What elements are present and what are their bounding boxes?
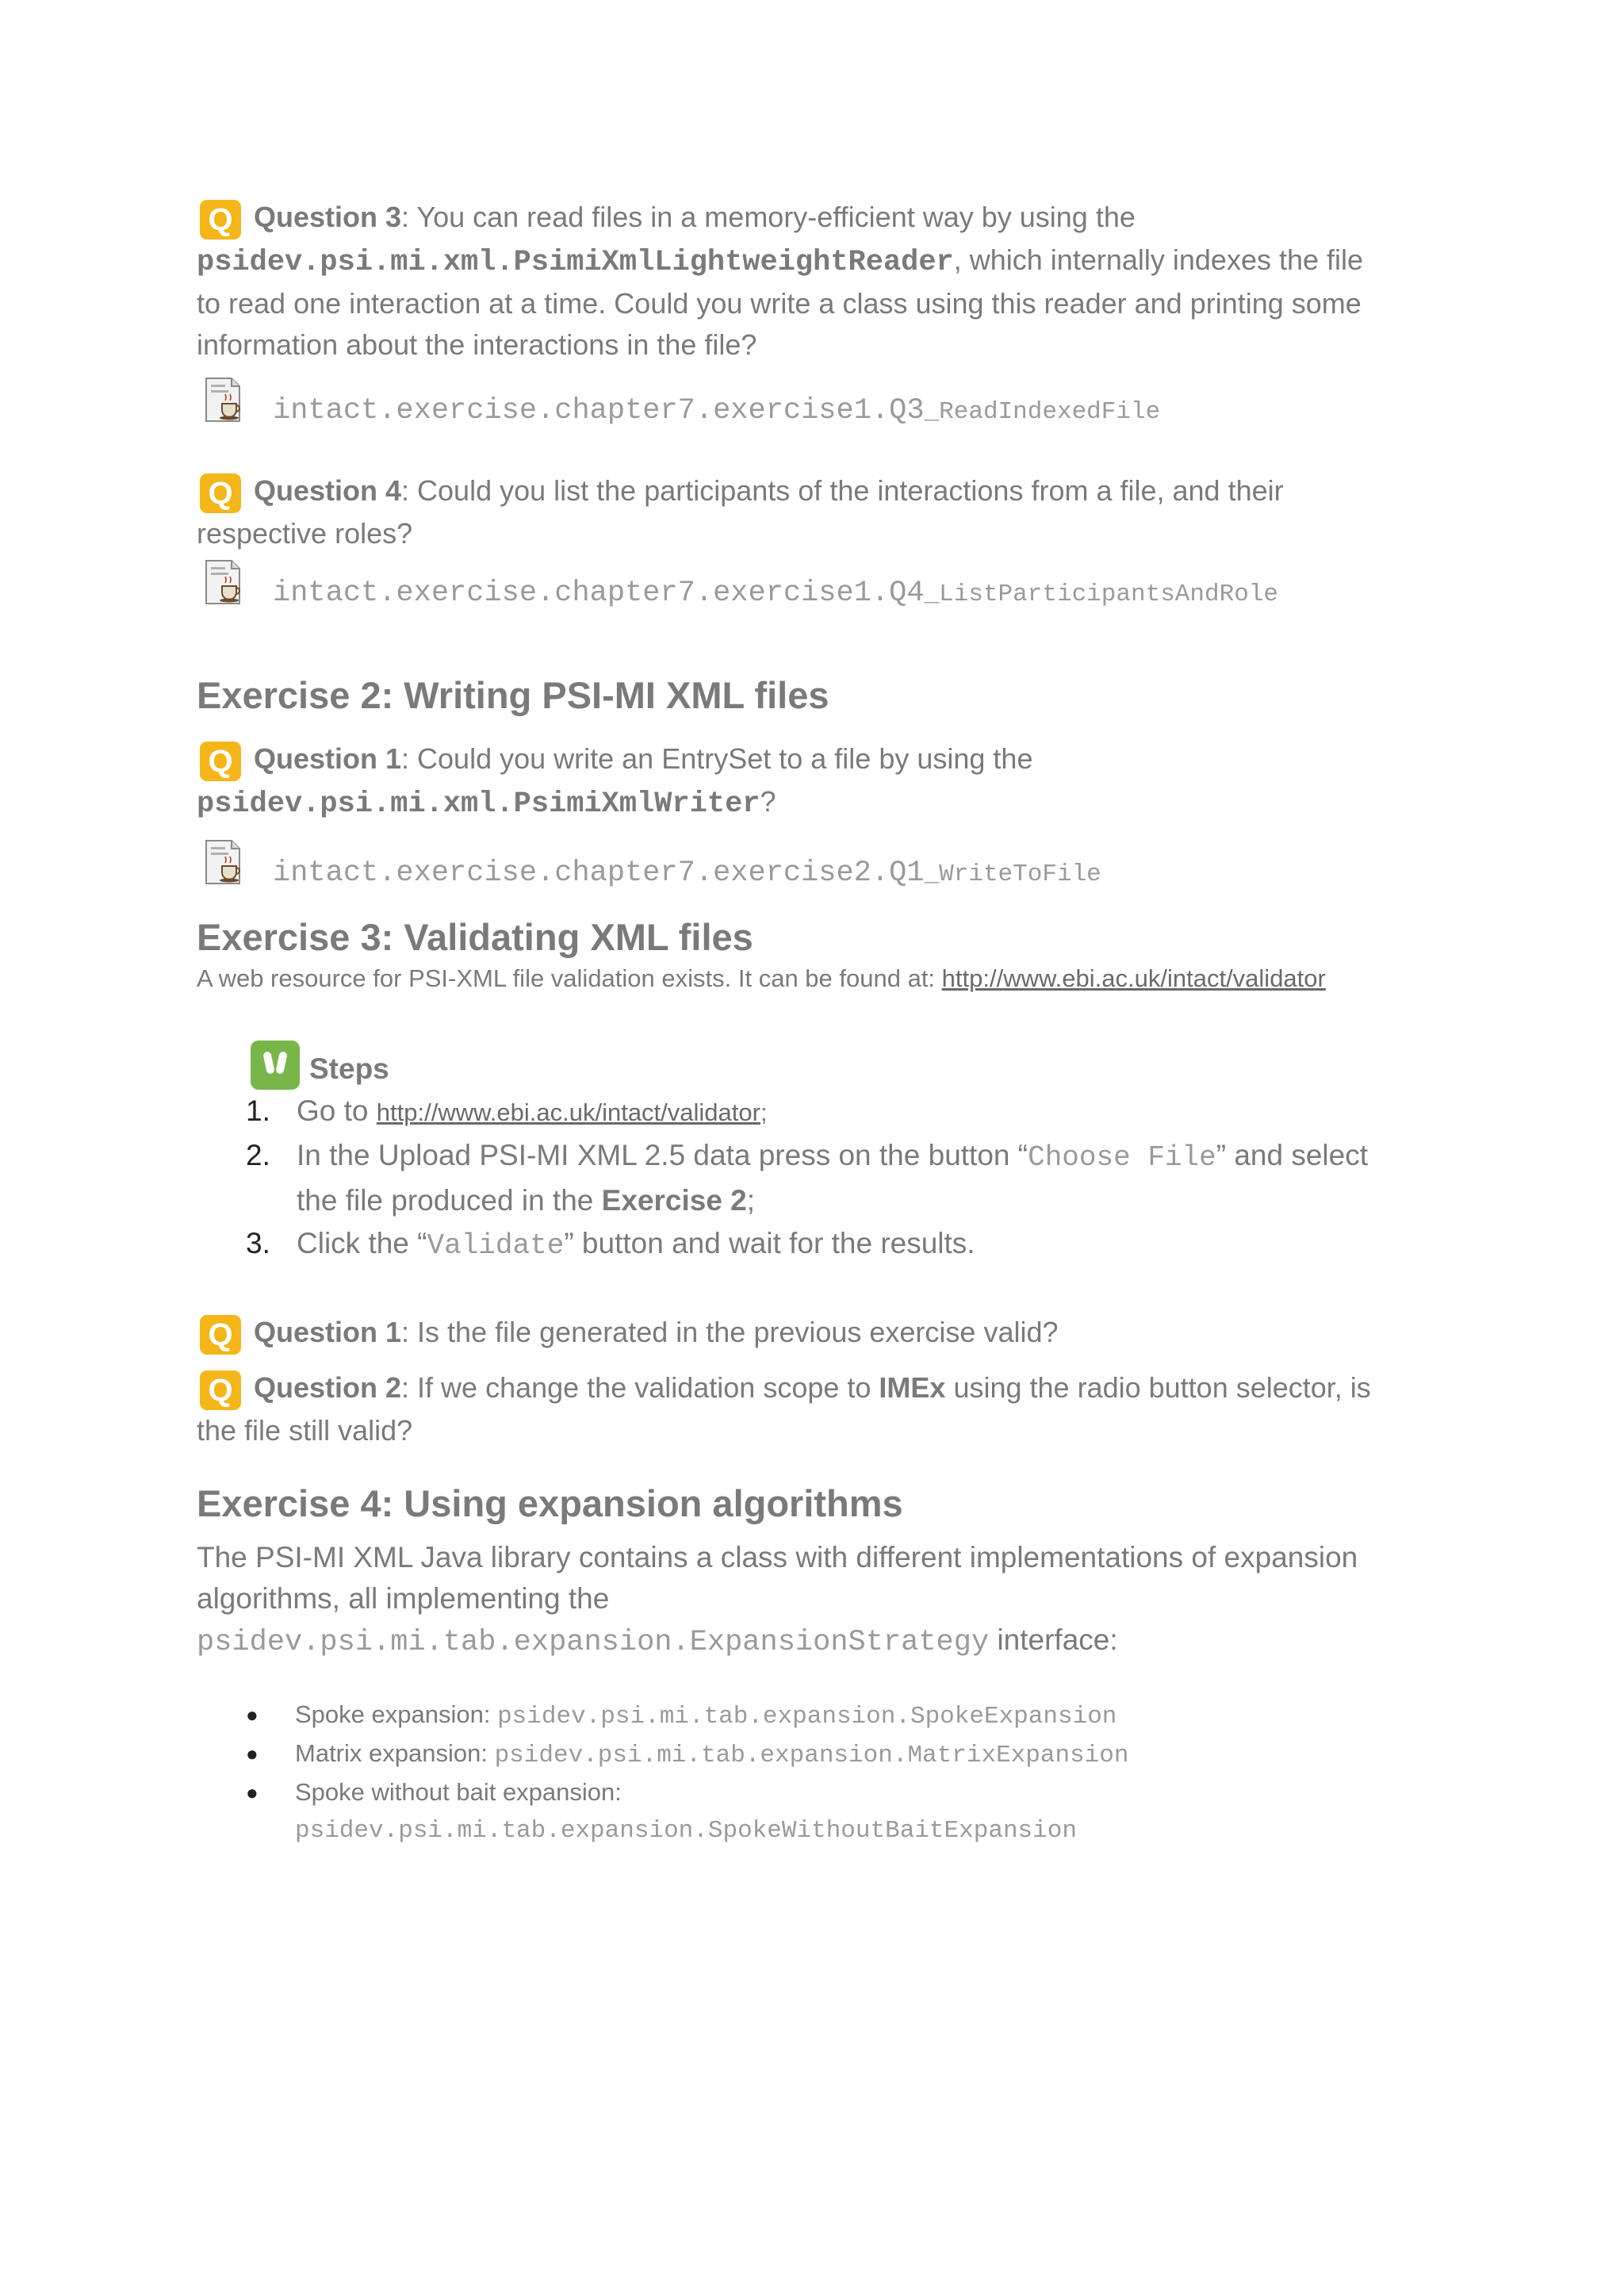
java-file-icon <box>205 839 241 885</box>
list-item: ● Spoke without bait expansion: psidev.psi.mi.tab.expansion.SpokeWithoutBaitExpansion <box>246 1778 1077 1845</box>
exercise-2-question-1 <box>197 738 1465 825</box>
list-item: ● Matrix expansion: psidev.psi.mi.tab.expansion.MatrixExpansion <box>246 1739 1129 1769</box>
question-3 <box>197 197 1465 366</box>
question-4 <box>197 470 1465 554</box>
question-text: : You can read files in a memory-efficient way by using the <box>401 201 1136 233</box>
exercise-3-question-1 <box>197 1312 1465 1355</box>
exercise-3-intro: A web resource for PSI-XML file validation exists. It can be found at: http://www.ebi.ac.uk/intact/validator <box>197 964 1326 992</box>
question-label: Question 1 <box>254 742 402 775</box>
question-icon: Q <box>200 1315 241 1355</box>
solution-file-row <box>197 377 1465 432</box>
validator-link[interactable]: http://www.ebi.ac.uk/intact/validator <box>376 1098 760 1126</box>
class-name-code: psidev.psi.mi.xml.PsimiXmlWriter <box>197 788 760 821</box>
exercise-4-intro: The PSI-MI XML Java library contains a class with different implementations of expansion algorithms, all implementing the psidev.psi.mi.tab.expansion.ExpansionStrategy interface: <box>197 1541 1358 1659</box>
validator-link[interactable]: http://www.ebi.ac.uk/intact/validator <box>941 964 1326 992</box>
document-page <box>197 190 1465 1849</box>
question-text: : Is the file generated in the previous exercise valid? <box>401 1316 1059 1348</box>
solution-class-name: intact.exercise.chapter7.exercise1.Q4_ListParticipantsAndRole <box>273 577 1279 610</box>
solution-file-row <box>197 839 1465 895</box>
question-label: Question 2 <box>254 1371 402 1404</box>
question-icon: Q <box>200 473 241 513</box>
steps-list <box>197 1090 1465 1267</box>
list-item: ● Spoke expansion: psidev.psi.mi.tab.expansion.SpokeExpansion <box>246 1700 1117 1731</box>
step-item: 3. Click the “Validate” button and wait for the results. <box>246 1227 975 1262</box>
footsteps-icon <box>251 1041 300 1090</box>
question-text: , which internally indexes the file <box>953 243 1364 276</box>
step-item: 1. Go to http://www.ebi.ac.uk/intact/validator; <box>246 1094 768 1127</box>
solution-class-name: intact.exercise.chapter7.exercise2.Q1_WriteToFile <box>273 857 1101 890</box>
question-text: : Could you write an EntrySet to a file by using the <box>401 742 1033 775</box>
exercise-4-heading: Exercise 4: Using expansion algorithms <box>197 1482 903 1524</box>
step-item: 2. In the Upload PSI-MI XML 2.5 data press on the button “Choose File” and select the file produced in the Exercise 2; <box>246 1139 1369 1217</box>
exercise-3-heading: Exercise 3: Validating XML files <box>197 916 753 958</box>
question-label: Question 1 <box>254 1316 402 1348</box>
steps-header: Steps <box>197 1041 1465 1090</box>
expansion-list <box>197 1696 1465 1849</box>
question-text: the file still valid? <box>197 1414 413 1447</box>
question-icon: Q <box>200 1370 241 1410</box>
java-file-icon <box>205 377 241 423</box>
question-label: Question 4 <box>254 474 402 507</box>
java-file-icon <box>205 559 241 605</box>
question-text: respective roles? <box>197 517 413 550</box>
solution-file-row <box>197 559 1465 615</box>
question-text: : Could you list the participants of the interactions from a file, and their <box>401 474 1284 507</box>
class-name-code: psidev.psi.mi.xml.PsimiXmlLightweightReader <box>197 246 954 279</box>
question-icon: Q <box>200 200 241 240</box>
question-text: information about the interactions in the file? <box>197 328 757 361</box>
exercise-2-heading: Exercise 2: Writing PSI-MI XML files <box>197 674 829 716</box>
question-icon: Q <box>200 742 241 781</box>
exercise-3-question-2: Q Question 2: If we change the validation scope to IMEx using the radio button selector, is the file still valid? <box>197 1367 1465 1451</box>
question-text: to read one interaction at a time. Could you write a class using this reader and printing some <box>197 287 1362 320</box>
question-label: Question 3 <box>254 201 402 233</box>
solution-class-name: intact.exercise.chapter7.exercise1.Q3_ReadIndexedFile <box>273 394 1161 427</box>
question-text: ? <box>760 785 776 818</box>
